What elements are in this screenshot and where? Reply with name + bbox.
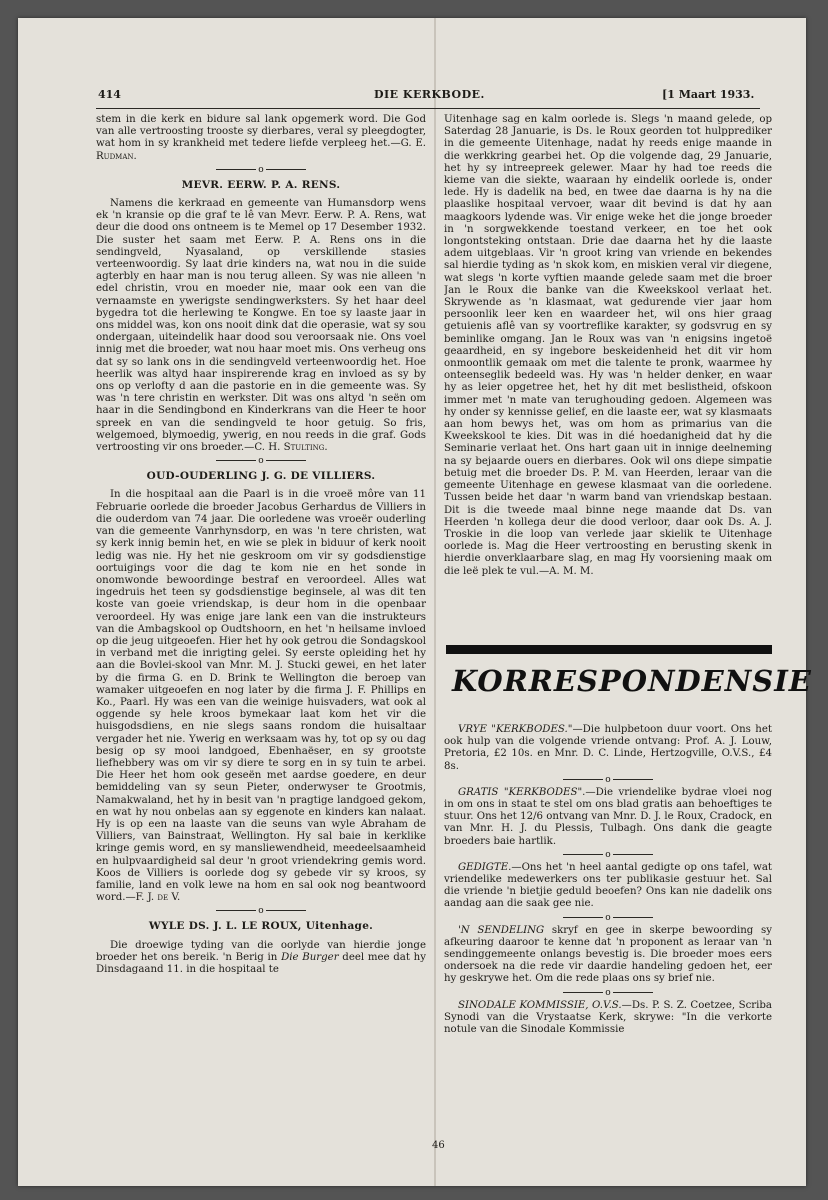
le-roux-continuation: Uitenhage sag en kalm oorlede is. Slegs 'n maand gelede, op Saterdag 28 Januarie, is Ds. le Roux georden tot hulpprediker in die gemeente Uitenhage, nadat hy reeds enige maande in die werkkring gearbei het. Op die volgende dag, 29 Januarie, het hy sy intreepreek gelewer. Maar hy had toe reeds die kieme van die siekte, waaraan hy eindelik oorlede is, onder lede. Hy is dadelik na bed, en twee dae daarna is hy na die plaaslike hospitaal vervoer, waar dit bevind is dat hy aan maagkoors lydende was. Vir enige weke het die jonge broeder in 'n sorgwekkende toestand verkeer, en toe het ook longontsteking ontstaan. Drie dae daarna het hy die laaste adem uitgeblaas. Vir 'n groot kring van vriende en bekendes sal hierdie tyding as 'n skok kom, en miskien veral vir diegene, wat slegs 'n korte vyftien maande gelede saam met die broer Jan le Roux die banke van die Kweekskool verlaat het. Skrywende as 'n klasmaat, wat gedurende vier jaar hom persoonlik leer ken en waardeer het, wil ons hier graag getuienis aflê van sy voortreflike karakter, sy godsvrug en sy beminlike omgang. Jan le Roux was van 'n enigsins ingetoë geaardheid, en sy ingebore beskeidenheid het dit vir hom onmoontlik gemaak om met die talente te pronk, waarmee hy onteenseglik bedeeld was. Hy was 'n helder denker, en waar hy as leier opgetree het, het hy dit met beslistheid, ofskoon immer met 'n mate van terughouding gedoen. Algemeen was hy onder sy kennisse gelief, en die laaste eer, wat sy klasmaats aan hom bewys het, was om hom as primarius van die Kweekskool te kies. Dit was in dié hoedanigheid dat hy die Seminarie verlaat het. Ons hart gaan uit in innige deelneming na sy bejaarde ouers en dierbares. Ook wil ons diepe simpatie betuig met die broeder Ds. P. M. van Heerden, leraar van die gemeente Uitenhage en gewese klasmaat van die oorledene. Tussen beide het daar 'n warm band van vriendskap bestaan. Dit is die tweede maal binne nege maande dat Ds. van Heerden 'n kollega deur die dood verloor, daar ook Ds. A. J. Troskie in die loop van verlede jaar skielik te Uitenhage oorlede is. Mag die Heer vertroosting en berusting skenk in hierdie onverklaarbare slag, en mag Hy voorsiening maak om die leë plek te vul.—A. M. M. [444,114,772,577]
section-title-korrespondensie: KORRESPONDENSIE [452,664,812,698]
correspondence-item: VRYE "KERKBODES."—Die hulpbetoon duur voort. Ons het ook hulp van die volgende vriende ontvang: Prof. A. J. Louw, Pretoria, £2 10s. en Mnr. D. C. Linde, Hertzogville, O.V.S., £4 8s. [444,724,772,772]
correspondence-item: GRATIS "KERKBODES".—Die vriendelike bydrae vloei nog in om ons in staat te stel om ons blad gratis aan behoeftiges te stuur. Ons het 12/6 ontvang van Mnr. D. J. le Roux, Cradock, en van Mnr. H. J. du Plessis, Tulbagh. Ons dank die geagte broeders baie hartlik. [444,786,772,847]
article-body-rens: Namens die kerkraad en gemeente van Humansdorp wens ek 'n kransie op die graf te lê van Mevr. Eerw. P. A. Rens, wat deur die dood ons ontneem is te Memel op 17 Desember 1932. Die suster het saam met Eerw. P. A. Rens ons in die sendingveld, Nyasaland, op verskillende stasies verteenwoordig. Sy laat drie kinders na, wat nou in die suide agterbly en haar man is nou terug alleen. Sy was nie alleen 'n edel christin, vrou en moeder nie, maar ook een van die vernaamste en ywerigste sendingwerksters. Sy het haar deel bygedra tot die herlewing te Kongwe. En toe sy laaste jaar in ons middel was, kon ons nooit dink dat die operasie, wat sy sou ondergaan, uiteindelik haar dood sou veroorsaak nie. Ons voel innig met die broeder, wat nou haar moet mis. Ons verheug ons dat sy so lank ons in die sendingveld verteenwoordig het. Hoe heerlik was altyd haar inspirerende krag en invloed as sy by ons op verlofty d aan die pastorie en in die gemeente was. Sy was 'n tere christin en werkster. Dit was ons altyd 'n seën om haar in die Sendingbond en Kinderkrans van die Heer te hoor spreek en van die sendingveld te hoor getuig. So fris, welgemoed, blymoedig, ywerig, en nou reeds in die graf. Gods vertroosting vir ons broeder.—C. H. Stulting. [96,198,426,454]
left-column [96,114,426,1154]
separator: o [96,906,426,916]
section-rule [446,645,772,654]
article-heading-le-roux: WYLE DS. J. L. LE ROUX, Uitenhage. [148,920,374,933]
intro-paragraph: stem in die kerk en bidure sal lank opgemerk word. Die God van alle vertroosting trooste sy dierbares, veral sy pleegdogter, wat hom in sy krankheid met tedere liefde verpleeg het.—G. E. Rudman. [96,114,426,162]
page-fold-crease [434,18,436,1186]
correspondence-item: 'N SENDELING skryf en gee in skerpe bewoording sy afkeuring daaroor te kenne dat 'n proponent as leraar van 'n sendinggemeente onlangs bevestig is. Die broeder moes eers ondersoek na die rede vir daardie handeling gedoen het, eer hy geskrywe het. Om die rede plaas ons sy brief nie. [444,924,772,985]
right-column-continuation [444,114,772,639]
correspondence-item: GEDIGTE.—Ons het 'n heel aantal gedigte op ons tafel, wat vriendelike medewerkers ons ter publikasie gestuur het. Sal die vriende 'n bietjie geduld beoefen? Ons kan nie dadelik ons aandag aan die saak gee nie. [444,861,772,910]
header-rule [96,108,760,109]
article-body-de-villiers: In die hospitaal aan die Paarl is in die vroeë môre van 11 Februarie oorlede die broeder Jacobus Gerhardus de Villiers in die ouderdom van 74 jaar. Die oorledene was vroeër ouderling van die gemeente Vanrhynsdorp, en was 'n tere christen, wat sy kerk innig bemin het, en wie se plek in biduur of kerk nooit ledig was nie. Hy het nie geskroom om vir sy godsdienstige oortuigings voor die dag te kom nie en het sonde in onomwonde bewoordinge bestraf en veroordeel. Alles wat ingedruis het teen sy godsdienstige beginsele, al was dit ten koste van goeie vriendskap, is deur hom in die openbaar veroordeel. Hy was enige jare lank een van die instrukteurs van die Ambagskool op Oudtshoorn, en het 'n heilsame invloed op die jeug uitgeoefen. Hier het hy ook getrou die Sondagskool in verband met die inrigting gelei. Sy eerste opleiding het hy aan die Bovlei-skool van Mnr. M. J. Stucki gewei, en het later by die firma G. en D. Brink te Wellington die beroep van wamaker uitgeoefen en nog later by die firma J. F. Phillips en Ko., Paarl. Hy was een van die weinige huisvaders, wat ook al oggende sy hele kroos bymekaar laat kom het vir die huisgodsdiens, en nie slegs saans rondom die huisaltaar vergader het nie. Ywerig en werksaam was hy, tot op sy ou dag besig op sy mooi landgoed, Ebenhaëser, en sy grootste liefhebbery was om vir sy diere te sorg en in sy tuin te arbei. Die Heer het hom ook geseën met aardse goedere, en deur bemiddeling van sy seun Pieter, onderwyser te Grootmis, Namakwaland, het hy in besit van 'n pragtige landgoed gekom, en wat hy nou onbelas aan sy eggenote en kinders kan nalaat. Hy is op een na laaste van die seuns van wyle Abraham de Villiers, van Bainstraat, Wellington. Hy sal baie in kerklike kringe gemis word, en sy mansliewendheid, meedeelsaamheid en hulpvaardigheid sal deur 'n groot vriendekring gemis word. Koos de Villiers is oorlede dog sy gebede vir sy kroos, sy familie, land en volk lewe na hom en sal ook nog beantwoord word.—F. J. de V. [96,489,426,904]
separator: o [444,913,772,923]
article-heading-de-villiers: OUD-OUDERLING J. G. DE VILLIERS. [146,470,376,483]
separator: o [444,775,772,785]
separator: o [444,850,772,860]
article-heading-rens: MEVR. EERW. P. A. RENS. [181,178,341,191]
separator: o [444,988,772,998]
correspondence-column [444,724,772,1134]
sheet-number: 46 [432,1140,445,1151]
newspaper-title: DIE KERKBODE. [374,88,485,101]
article-body-le-roux: Die droewige tyding van die oorlyde van hierdie jonge broeder het ons bereik. 'n Berig in Die Burger deel mee dat hy Dinsdagaand 11. in die hospitaal te [96,939,426,975]
separator: o [96,456,426,466]
issue-date: [1 Maart 1933. [662,88,755,101]
separator: o [96,165,426,175]
page-number: 414 [98,88,121,101]
correspondence-item: SINODALE KOMMISSIE, O.V.S.—Ds. P. S. Z. Coetzee, Scriba Synodi van die Vrystaatse Kerk, skrywe: "In die verkorte notule van die Sinodale Kommissie [444,999,772,1036]
